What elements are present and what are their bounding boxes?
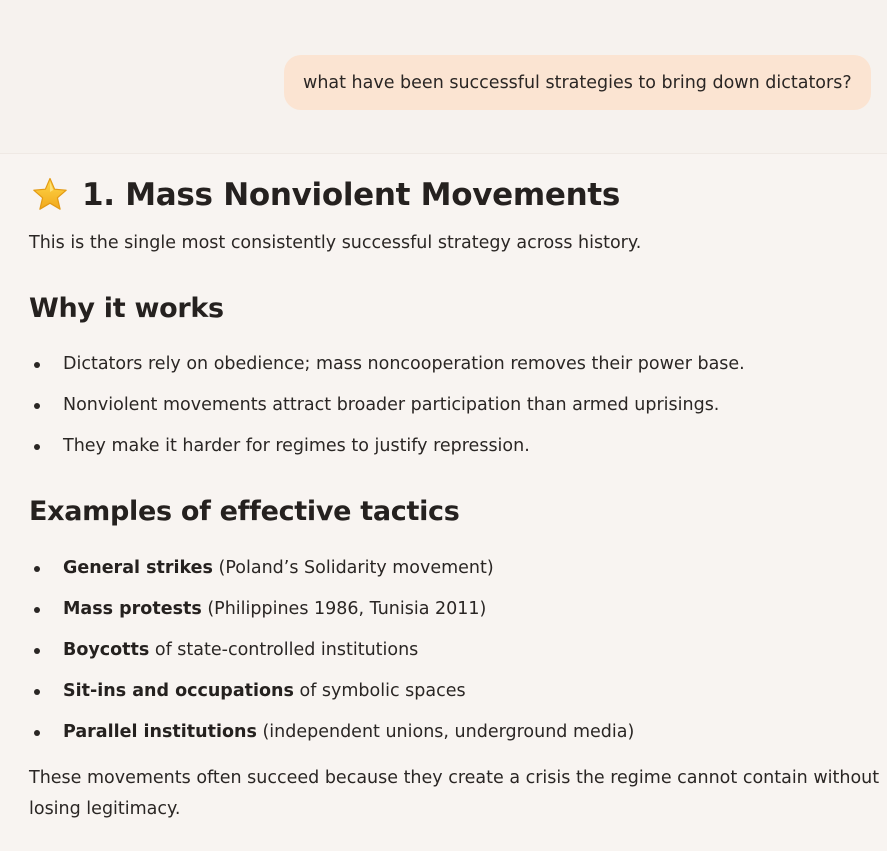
user-message-bubble [284, 55, 871, 110]
star-icon [30, 175, 70, 215]
bullet-dot [34, 730, 40, 736]
intro-paragraph: This is the single most consistently successful strategy across history. [29, 233, 642, 253]
bullet-dot [34, 403, 40, 409]
why-heading: Why it works [29, 293, 224, 324]
bullet-dot [34, 689, 40, 695]
section-heading [30, 175, 620, 215]
list-item: Nonviolent movements attract broader participation than armed uprisings. [0, 385, 887, 426]
list-item: Dictators rely on obedience; mass noncooperation removes their power base. [0, 344, 887, 385]
examples-heading: Examples of effective tactics [29, 496, 460, 527]
bullet-dot [34, 444, 40, 450]
bullet-dot [34, 566, 40, 572]
example-term: General strikes [63, 558, 213, 578]
why-list [0, 344, 887, 467]
list-item [0, 712, 887, 753]
assistant-response [0, 153, 887, 851]
conversation-header-area [0, 0, 887, 153]
example-term: Sit-ins and occupations [63, 681, 294, 701]
conclusion-line-1: These movements often succeed because they create a crisis the regime cannot contain without [29, 768, 880, 788]
bullet-dot [34, 607, 40, 613]
example-term: Mass protests [63, 599, 202, 619]
section-heading-text: 1. Mass Nonviolent Movements [82, 177, 621, 213]
example-term: Boycotts [63, 640, 150, 660]
conclusion-line-2: losing legitimacy. [29, 799, 181, 819]
list-item [0, 548, 887, 589]
list-item [0, 671, 887, 712]
list-item [0, 630, 887, 671]
example-detail: of symbolic spaces [293, 681, 466, 701]
list-item [0, 589, 887, 630]
list-item: They make it harder for regimes to justify repression. [0, 426, 887, 467]
example-detail: (Philippines 1986, Tunisia 2011) [201, 599, 487, 619]
example-term: Parallel institutions [63, 722, 257, 742]
examples-list [0, 548, 887, 753]
example-detail: (Poland’s Solidarity movement) [212, 558, 494, 578]
bullet-dot [34, 648, 40, 654]
example-detail: of state-controlled institutions [149, 640, 419, 660]
bullet-dot [34, 362, 40, 368]
user-message-text: what have been successful strategies to bring down dictators? [303, 72, 852, 93]
example-detail: (independent unions, underground media) [256, 722, 635, 742]
